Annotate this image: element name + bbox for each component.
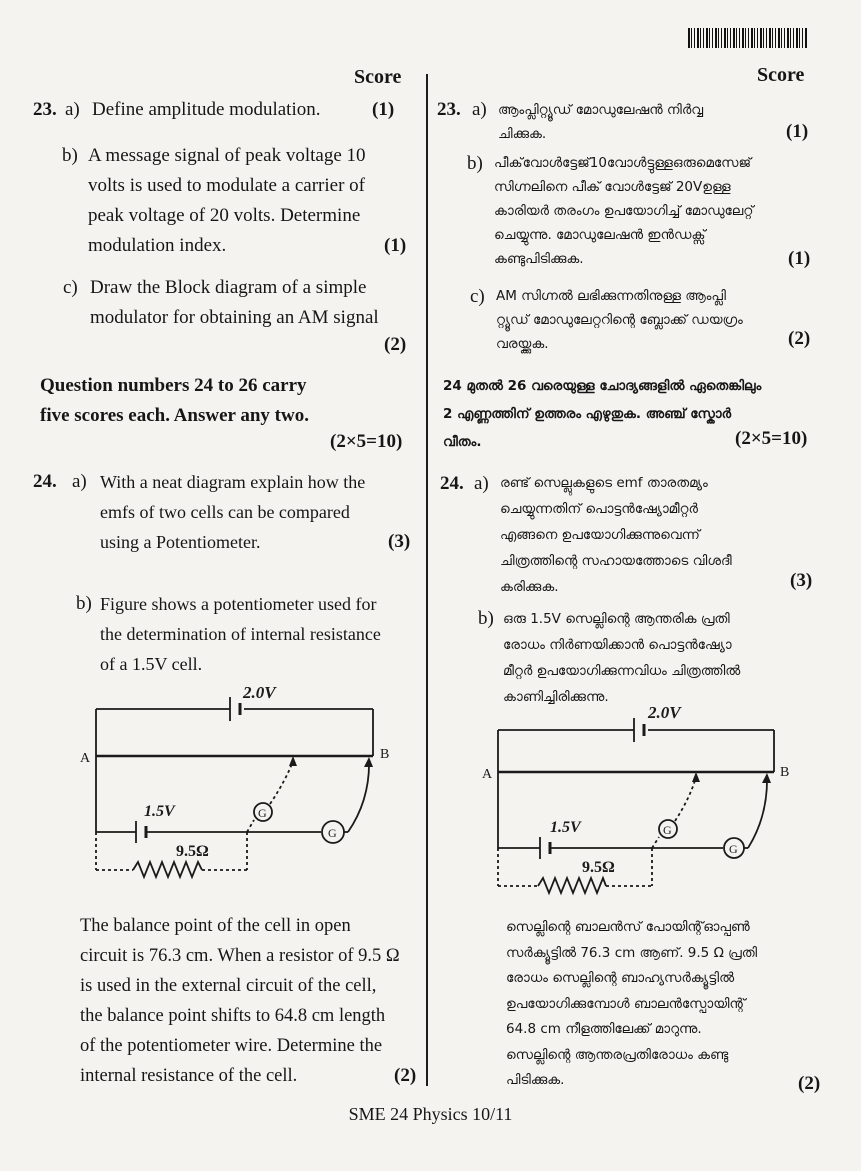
q24a-label: a) — [72, 471, 87, 492]
driver-voltage-label: 2.0V — [648, 703, 681, 722]
q24b-label: b) — [76, 593, 92, 614]
jockey-arrow — [762, 773, 771, 783]
text-line: രോധം നിർണയിക്കാൻ പൊട്ടൻഷ്യോ — [503, 637, 732, 653]
point-b-label: B — [780, 765, 790, 780]
text-line: volts is used to modulate a carrier of — [88, 175, 366, 196]
q23b-label: b) — [62, 145, 78, 166]
text-line: റ്റ്യൂഡ് മോഡുലേറ്ററിന്റെ ബ്ലോക്ക് ഡയഗ്രം — [496, 312, 743, 328]
text-line: modulation index. — [88, 235, 227, 256]
jockey-arrow — [364, 757, 373, 767]
circuit-diagram-english — [78, 680, 393, 880]
instructions-marks: (2×5=10) — [330, 431, 403, 452]
text-line: കരിക്കുക. — [500, 579, 559, 595]
point-a-label: A — [80, 751, 91, 766]
text-line: 24 മുതൽ 26 വരെയുള്ള ചോദ്യങ്ങളിൽ ഏതെങ്കിലും — [443, 378, 762, 394]
ml-q24b-paragraph — [506, 915, 816, 1094]
driver-voltage-label: 2.0V — [243, 683, 276, 702]
ml-q24a-marks: (3) — [790, 570, 813, 591]
key-dashed — [652, 837, 659, 848]
text-line: internal resistance of the cell. — [80, 1066, 298, 1086]
text-line: circuit is 76.3 cm. When a resistor of 9.5 Ω — [80, 946, 400, 966]
q23a-text: Define amplitude modulation. — [92, 99, 321, 120]
text-line: സിഗ്നലിനെ പീക് വോൾട്ടേജ് 20Vഉള്ള — [494, 179, 731, 195]
q24-number: 24. — [33, 471, 57, 492]
text-line: A message signal of peak voltage 10 — [88, 145, 366, 166]
q23a-label: a) — [65, 99, 80, 120]
text-line: ഉപയോഗിക്കുമ്പോൾ ബാലൻസ്പോയിന്റ് — [506, 995, 746, 1012]
galvanometer-1-label: G — [663, 823, 672, 837]
ml-q23b-text — [494, 151, 804, 271]
ml-q23a-marks: (1) — [786, 121, 809, 142]
jockey-arrow — [289, 756, 297, 766]
text-line: ചെയ്യുന്നതിന് പൊട്ടൻഷ്യോമീറ്റർ — [500, 501, 698, 517]
text-line: സെല്ലിന്റെ ബാലൻസ് പോയിന്റ്ഓപ്പൺ — [506, 919, 750, 935]
text-line: The balance point of the cell in open — [80, 916, 351, 936]
text-line: എങ്ങനെ ഉപയോഗിക്കുന്നുവെന്ന് — [500, 527, 700, 543]
text-line: Figure shows a potentiometer used for — [100, 594, 377, 614]
text-line: വീതം. — [443, 434, 482, 450]
text-line: സർക്യൂട്ടിൽ 76.3 cm ആണ്. 9.5 Ω പ്രതി — [506, 944, 758, 961]
resistor — [538, 878, 606, 893]
text-line: of the potentiometer wire. Determine the — [80, 1036, 383, 1056]
text-line: 64.8 cm നീളത്തിലേക്ക് മാറുന്നു. — [506, 1021, 702, 1037]
instructions — [40, 371, 420, 431]
key-dashed — [247, 820, 254, 832]
score-label-right: Score — [757, 64, 805, 86]
text-line: ഒരു 1.5V സെല്ലിന്റെ ആന്തരിക പ്രതി — [503, 611, 730, 627]
ml-q23b-marks: (1) — [788, 248, 811, 269]
resistor — [133, 862, 202, 877]
ml-q23a-text — [498, 98, 798, 146]
galvanometer-2-label: G — [729, 842, 738, 856]
text-line: കാണിച്ചിരിക്കുന്നു. — [503, 689, 609, 705]
point-b-label: B — [380, 747, 390, 762]
text-line: of a 1.5V cell. — [100, 654, 203, 674]
ml-q23c-label: c) — [470, 286, 485, 307]
resistor-label: 9.5Ω — [582, 859, 615, 876]
text-line: using a Potentiometer. — [100, 532, 261, 552]
ml-q24a-label: a) — [474, 473, 489, 494]
text-line: Question numbers 24 to 26 carry — [40, 375, 307, 396]
text-line: emfs of two cells can be compared — [100, 502, 350, 522]
q24a-text — [100, 467, 420, 557]
q23b-text — [88, 141, 418, 261]
text-line: Draw the Block diagram of a simple — [90, 277, 367, 298]
text-line: 2 എണ്ണത്തിന് ഉത്തരം എഴുതുക. അഞ്ച് സ്കോർ — [443, 406, 732, 422]
q24b-marks: (2) — [394, 1065, 417, 1086]
text-line: ചെയ്യുന്നു. മോഡുലേഷൻ ഇൻഡക്സ് — [494, 227, 706, 243]
resistor-label: 9.5Ω — [176, 843, 209, 860]
text-line: ചിത്രത്തിന്റെ സഹായത്തോടെ വിശദീ — [500, 553, 732, 569]
text-line: രണ്ട് സെല്ലുകളുടെ emf താരതമ്യം — [500, 475, 708, 491]
text-line: modulator for obtaining an AM signal — [90, 307, 379, 328]
jockey-dashed — [270, 761, 293, 804]
column-divider — [426, 74, 428, 1086]
circuit-diagram-malayalam — [478, 698, 793, 898]
ml-q23b-label: b) — [467, 153, 483, 174]
text-line: പീക്‌വോൾട്ടേജ്10വോൾട്ടുള്ളഒരുമെസേജ് — [494, 155, 752, 171]
cell-voltage-label: 1.5V — [144, 803, 175, 820]
text-line: AM സിഗ്നൽ ലഭിക്കുന്നതിനുള്ള ആംപ്ലി — [496, 288, 726, 304]
jockey-wire — [748, 776, 767, 848]
q24b-paragraph — [80, 911, 425, 1091]
galvanometer-2-label: G — [328, 826, 337, 840]
q23c-marks: (2) — [384, 334, 407, 355]
jockey-arrow — [692, 772, 700, 782]
text-line: കാരിയർ തരംഗം ഉപയോഗിച്ച് മോഡുലേറ്റ് — [494, 203, 754, 219]
ml-q24b-text — [503, 606, 813, 710]
text-line: രോധം സെല്ലിന്റെ ബാഹ്യസർക്യൂട്ടിൽ — [506, 970, 735, 986]
ml-instructions-marks: (2×5=10) — [735, 428, 808, 449]
ml-q24b-label: b) — [478, 608, 494, 629]
q23b-marks: (1) — [384, 235, 407, 256]
jockey-dashed — [675, 777, 696, 821]
text-line: വരയ്ക്കുക. — [496, 336, 549, 352]
point-a-label: A — [482, 767, 493, 782]
ml-q24-number: 24. — [440, 473, 464, 494]
ml-q23c-marks: (2) — [788, 328, 811, 349]
q23-number: 23. — [33, 99, 57, 120]
text-line: five scores each. Answer any two. — [40, 405, 309, 426]
q23c-label: c) — [63, 277, 78, 298]
ml-q23c-text — [496, 284, 806, 356]
q23c-text — [90, 273, 420, 333]
text-line: ആംപ്ലിറ്റ്യൂഡ് മോഡുലേഷൻ നിർവ്വ — [498, 102, 704, 118]
q24a-marks: (3) — [388, 531, 411, 552]
page-footer: SME 24 Physics 10/11 — [348, 1104, 513, 1124]
text-line: the determination of internal resistance — [100, 624, 381, 644]
galvanometer-1-label: G — [258, 806, 267, 820]
ml-q24a-text — [500, 470, 813, 600]
text-line: is used in the external circuit of the cell, — [80, 976, 377, 996]
q23a-marks: (1) — [372, 99, 395, 120]
cell-voltage-label: 1.5V — [550, 819, 581, 836]
barcode — [688, 28, 808, 48]
text-line: പിടിക്കുക. — [506, 1072, 565, 1088]
ml-q23-number: 23. — [437, 99, 461, 120]
score-label-left: Score — [354, 66, 402, 88]
text-line: With a neat diagram explain how the — [100, 472, 366, 492]
text-line: കണ്ടുപിടിക്കുക. — [494, 251, 584, 267]
text-line: peak voltage of 20 volts. Determine — [88, 205, 361, 226]
ml-q23a-label: a) — [472, 99, 487, 120]
q24b-text — [100, 589, 420, 679]
text-line: the balance point shifts to 64.8 cm length — [80, 1006, 386, 1026]
text-line: ചിക്കുക. — [498, 126, 547, 142]
text-line: സെല്ലിന്റെ ആന്തരപ്രതിരോധം കണ്ടു — [506, 1046, 729, 1063]
jockey-wire — [348, 760, 369, 832]
text-line: മീറ്റർ ഉപയോഗിക്കുന്നവിധം ചിത്രത്തിൽ — [503, 663, 741, 679]
ml-q24b-marks: (2) — [798, 1073, 821, 1094]
